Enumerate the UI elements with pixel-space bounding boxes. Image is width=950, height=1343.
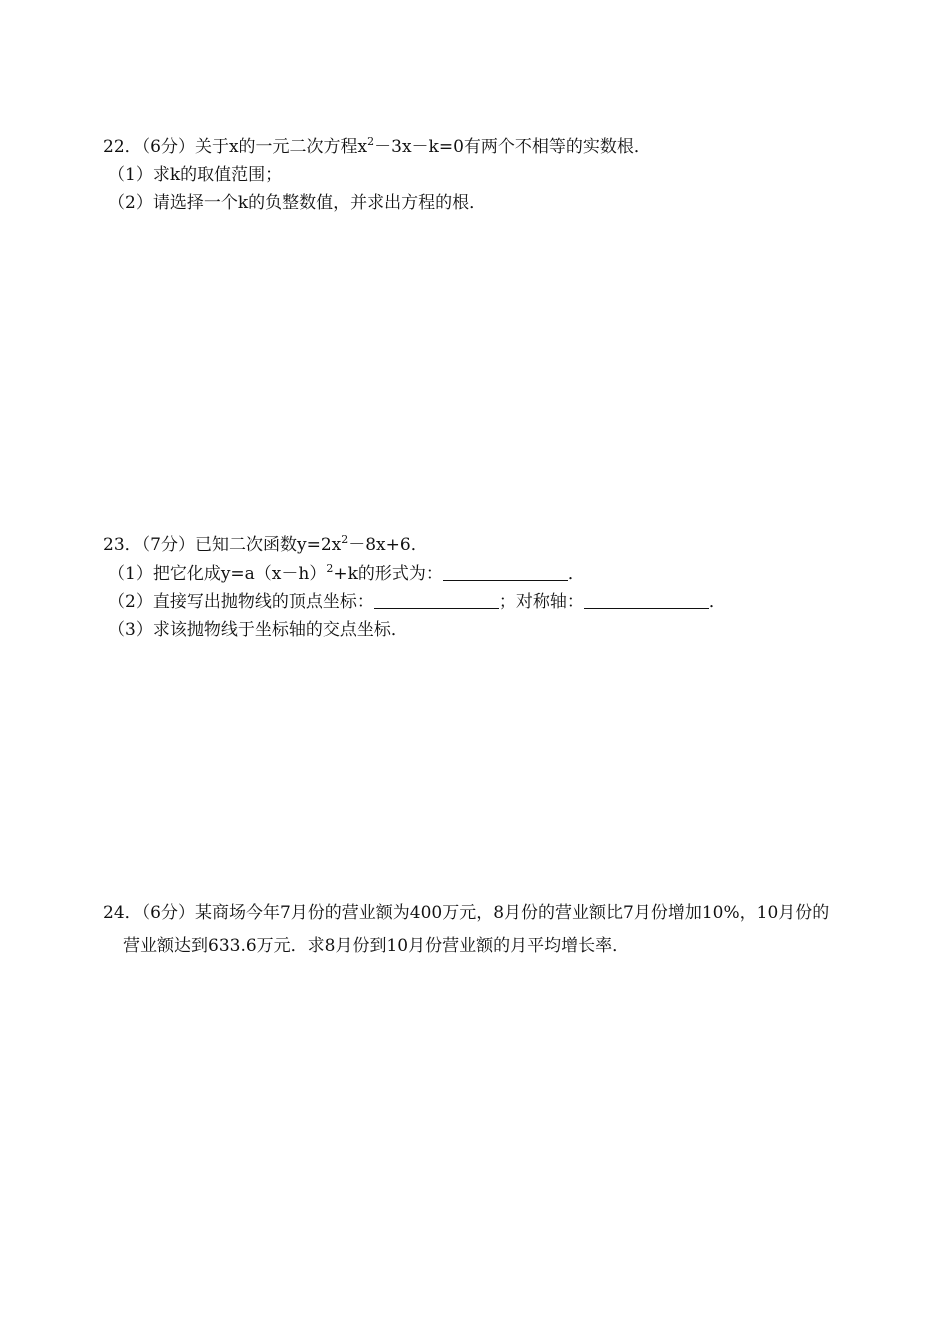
question-score: （7分）: [141, 535, 195, 555]
superscript: 2: [367, 135, 375, 148]
question-23-part-3: （3）求该抛物线于坐标轴的交点坐标．: [108, 620, 408, 640]
part-text: （1）把它化成y=a（x－h）: [108, 564, 327, 584]
question-score: （6分）: [141, 137, 195, 157]
superscript: 2: [341, 533, 349, 546]
part-text: （2）直接写出抛物线的顶点坐标：: [108, 592, 374, 612]
question-score: （6分）: [141, 903, 195, 923]
question-text: －3x－k=0有两个不相等的实数根．: [374, 137, 651, 157]
part-text: ；对称轴：: [498, 592, 584, 612]
question-text: 某商场今年7月份的营业额为400万元，8月份的营业额比7月份增加10%，10月份的: [194, 903, 830, 923]
question-text: 关于x的一元二次方程x: [194, 137, 368, 157]
question-number: 22．: [103, 137, 142, 157]
part-text: +k的形式为：: [333, 564, 443, 584]
question-22-stem: [103, 135, 651, 159]
question-22-part-1: （1）求k的取值范围；: [108, 165, 283, 185]
question-number: 24．: [103, 903, 142, 923]
answer-blank[interactable]: [443, 563, 568, 581]
question-number: 23．: [103, 535, 142, 555]
question-23-stem: [103, 533, 428, 557]
question-24-stem: [103, 901, 829, 925]
superscript: 2: [326, 562, 334, 575]
question-23-part-2: [108, 590, 726, 614]
part-text: ．: [567, 564, 585, 584]
question-24-continuation: 营业额达到633.6万元．求8月份到10月份营业额的月平均增长率．: [123, 936, 630, 956]
question-22-part-2: （2）请选择一个k的负整数值，并求出方程的根．: [108, 193, 487, 213]
question-text: －8x+6．: [348, 535, 428, 555]
question-23-part-1: [108, 562, 585, 586]
answer-blank[interactable]: [584, 591, 709, 609]
question-text: 已知二次函数y=2x: [194, 535, 342, 555]
part-text: ．: [708, 592, 726, 612]
answer-blank[interactable]: [374, 591, 499, 609]
